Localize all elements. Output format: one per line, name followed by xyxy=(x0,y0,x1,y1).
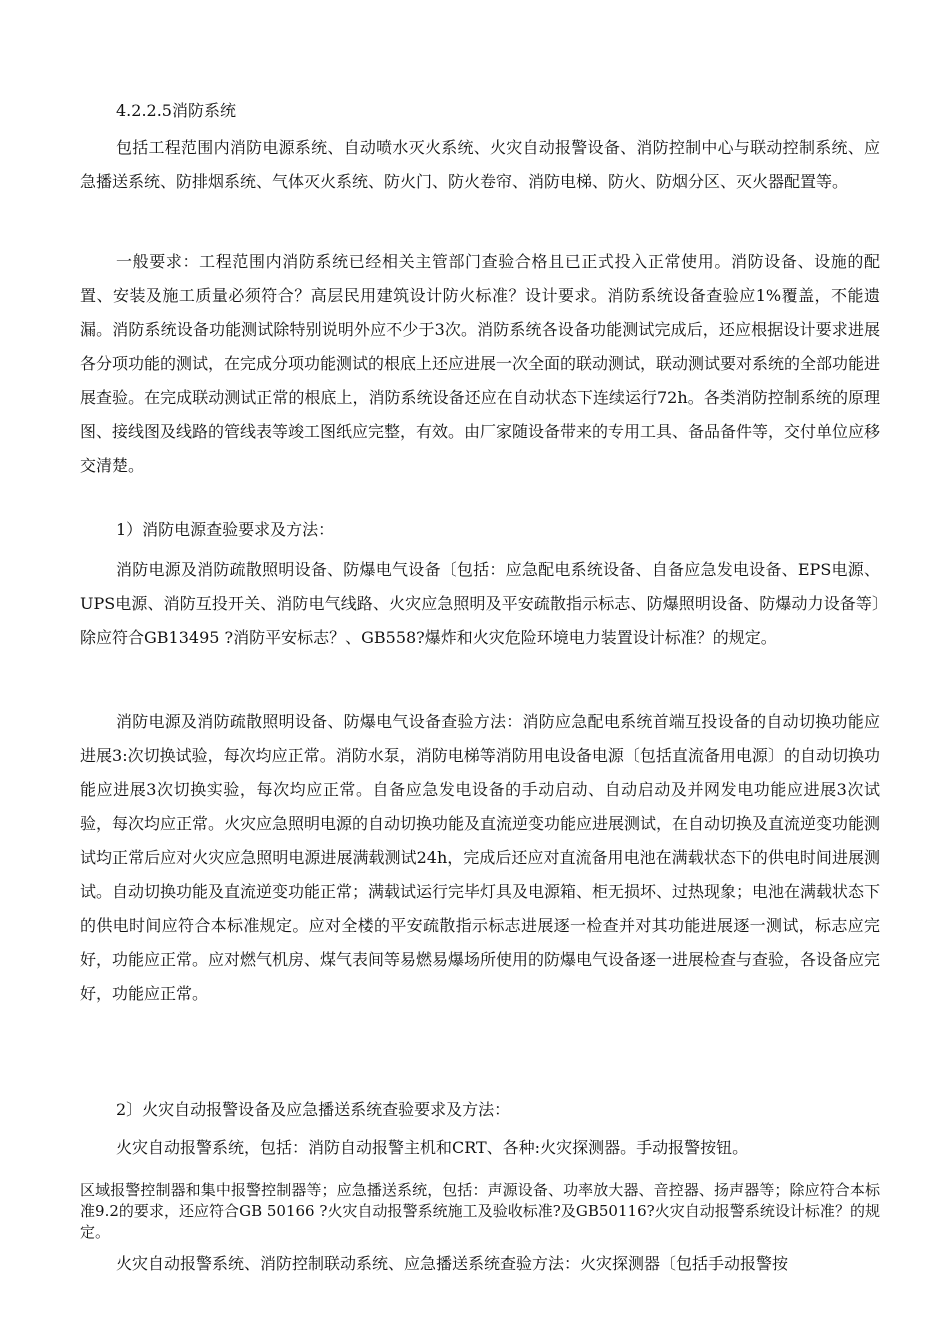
alarm-inspection-method-paragraph: 火灾自动报警系统、消防控制联动系统、应急播送系统查验方法：火灾探测器〔包括手动报警按 xyxy=(116,1254,789,1273)
subsection-1-title: 1）消防电源查验要求及方法： xyxy=(116,520,335,539)
section-heading: 4.2.2.5消防系统 xyxy=(116,101,236,120)
broadcast-system-paragraph: 区域报警控制器和集中报警控制器等；应急播送系统，包括：声源设备、功率放大器、音控器、扬声器等；除应符合本标准9.2的要求，还应符合GB 50166 ?火灾自动报警系统施工及验收标准?及GB50116?火灾自动报警系统设计标准？的规定。 xyxy=(80,1181,880,1241)
alarm-system-paragraph: 火灾自动报警系统，包括：消防自动报警主机和CRT、各种:火灾探测器。手动报警按钮。 xyxy=(116,1138,749,1157)
power-inspection-method-paragraph: 消防电源及消防疏散照明设备、防爆电气设备查验方法：消防应急配电系统首端互投设备的自动切换功能应进展3:次切换试验，每次均应正常。消防水泵，消防电梯等消防用电设备电源〔包括直流备用电源〕的自动切换功能应进展3次切换实验，每次均应正常。自备应急发电设备的手动启动、自动启动及并网发电功能应进展3次试验，每次均应正常。火灾应急照明电源的自动切换功能及直流逆变功能应进展测试，在自动切换及直流逆变功能测试均正常后应对火灾应急照明电源进展满载测试24h，完成后还应对直流备用电池在满载状态下的供电时间进展测试。自动切换功能及直流逆变功能正常；满载试运行完毕灯具及电源箱、柜无损坏、过热现象；电池在满载状态下的供电时间应符合本标准规定。应对全楼的平安疏散指示标志进展逐一检查并对其功能进展逐一测试，标志应完好，功能应正常。应对燃气机房、煤气表间等易燃易爆场所使用的防爆电气设备逐一进展检查与查验，各设备应完好，功能应正常。 xyxy=(80,712,881,1003)
scope-paragraph: 包括工程范围内消防电源系统、自动喷水灭火系统、火灾自动报警设备、消防控制中心与联动控制系统、应急播送系统、防排烟系统、气体灭火系统、防火门、防火卷帘、消防电梯、防火、防烟分区、灭火器配置等。 xyxy=(80,138,880,191)
subsection-2-title: 2〕火灾自动报警设备及应急播送系统查验要求及方法： xyxy=(116,1100,511,1119)
general-requirements-paragraph: 一般要求：工程范围内消防系统已经相关主管部门查验合格且已正式投入正常使用。消防设备、设施的配置、安装及施工质量必须符合？高层民用建筑设计防火标准？设计要求。消防系统设备查验应1%覆盖，不能遗漏。消防系统设备功能测试除特别说明外应不少于3次。消防系统各设备功能测试完成后，还应根据设计要求进展各分项功能的测试，在完成分项功能测试的根底上还应进展一次全面的联动测试，联动测试要对系统的全部功能进展查验。在完成联动测试正常的根底上，消防系统设备还应在自动状态下连续运行72h。各类消防控制系统的原理图、接线图及线路的管线表等竣工图纸应完整，有效。由厂家随设备带来的专用工具、备品备件等，交付单位应移交清楚。 xyxy=(80,252,881,475)
power-requirements-paragraph: 消防电源及消防疏散照明设备、防爆电气设备〔包括：应急配电系统设备、自备应急发电设备、EPS电源、UPS电源、消防互投开关、消防电气线路、火灾应急照明及平安疏散指示标志、防爆照明设备、防爆动力设备等〕除应符合GB13495 ?消防平安标志？、GB558?爆炸和火灾危险环境电力装置设计标准？的规定。 xyxy=(80,560,880,647)
